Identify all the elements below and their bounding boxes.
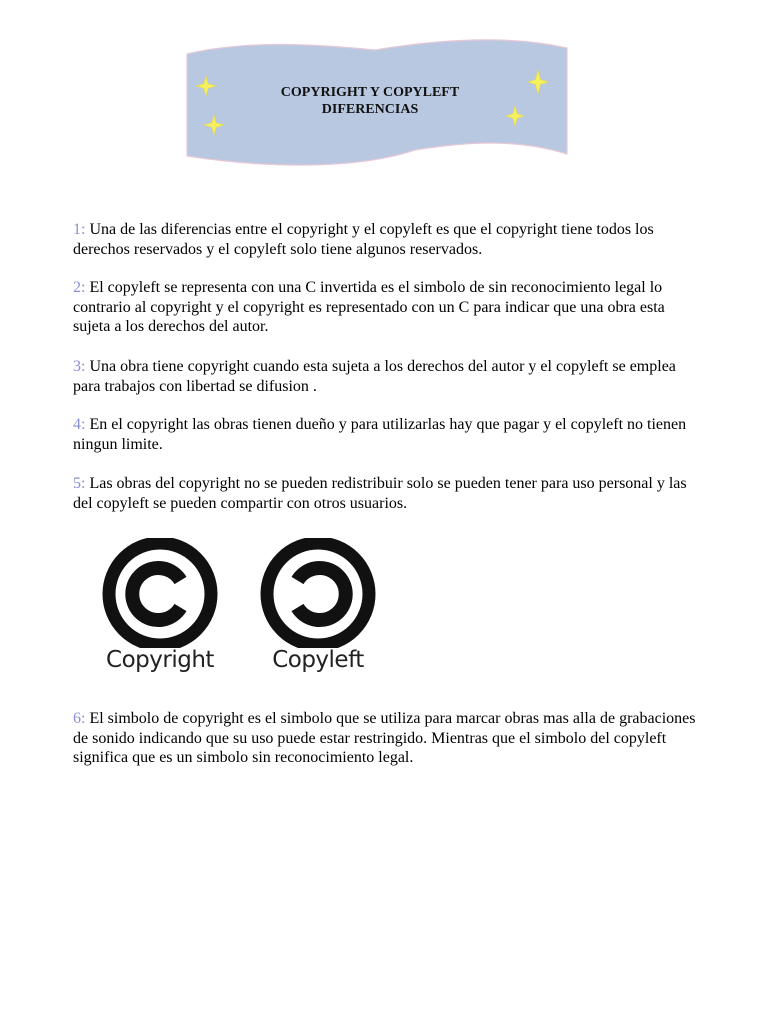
paragraph-5 [73, 474, 703, 513]
title-line-1: COPYRIGHT Y COPYLEFT [280, 85, 460, 100]
paragraph-text: El copyleft se representa con una C invertida es el simbolo de sin reconocimiento legal lo contrario al copyright y el copyright es representado con un C para indicar que una obra esta sujeta a los derechos del autor. [73, 279, 665, 335]
copyright-icon [96, 538, 224, 648]
copyleft-label: Copyleft [272, 647, 364, 673]
paragraph-number: 3: [73, 358, 86, 375]
copyright-label: Copyright [106, 647, 214, 673]
paragraph-3 [73, 357, 703, 396]
paragraph-2 [73, 278, 703, 337]
title-line-2: DIFERENCIAS [321, 102, 419, 117]
paragraph-6 [73, 709, 703, 768]
paragraph-number: 5: [73, 475, 86, 492]
copyright-copyleft-logos [96, 538, 386, 683]
copyleft-logo [254, 538, 382, 683]
paragraph-text: Una obra tiene copyright cuando esta sujeta a los derechos del autor y el copyleft se emplea para trabajos con libertad se difusion . [73, 358, 676, 395]
copyright-logo [96, 538, 224, 683]
paragraph-number: 1: [73, 221, 86, 238]
title-banner [185, 38, 569, 168]
paragraph-text: El simbolo de copyright es el simbolo que se utiliza para marcar obras mas alla de grabaciones de sonido indicando que su uso puede estar restringido. Mientras que el simbolo del copyleft significa que es un simbolo sin reconocimiento legal. [73, 710, 696, 766]
page-title [185, 84, 555, 118]
paragraph-number: 2: [73, 279, 86, 296]
paragraph-number: 6: [73, 710, 86, 727]
paragraph-text: Las obras del copyright no se pueden redistribuir solo se pueden tener para uso personal y las del copyleft se pueden compartir con otros usuarios. [73, 475, 687, 512]
paragraph-1 [73, 220, 703, 259]
paragraph-text: En el copyright las obras tienen dueño y para utilizarlas hay que pagar y el copyleft no tienen ningun limite. [73, 416, 687, 453]
copyleft-icon [254, 538, 382, 648]
paragraph-number: 4: [73, 416, 86, 433]
paragraph-4 [73, 415, 703, 454]
paragraph-text: Una de las diferencias entre el copyright y el copyleft es que el copyright tiene todos los derechos reservados y el copyleft solo tiene algunos reservados. [73, 221, 654, 258]
